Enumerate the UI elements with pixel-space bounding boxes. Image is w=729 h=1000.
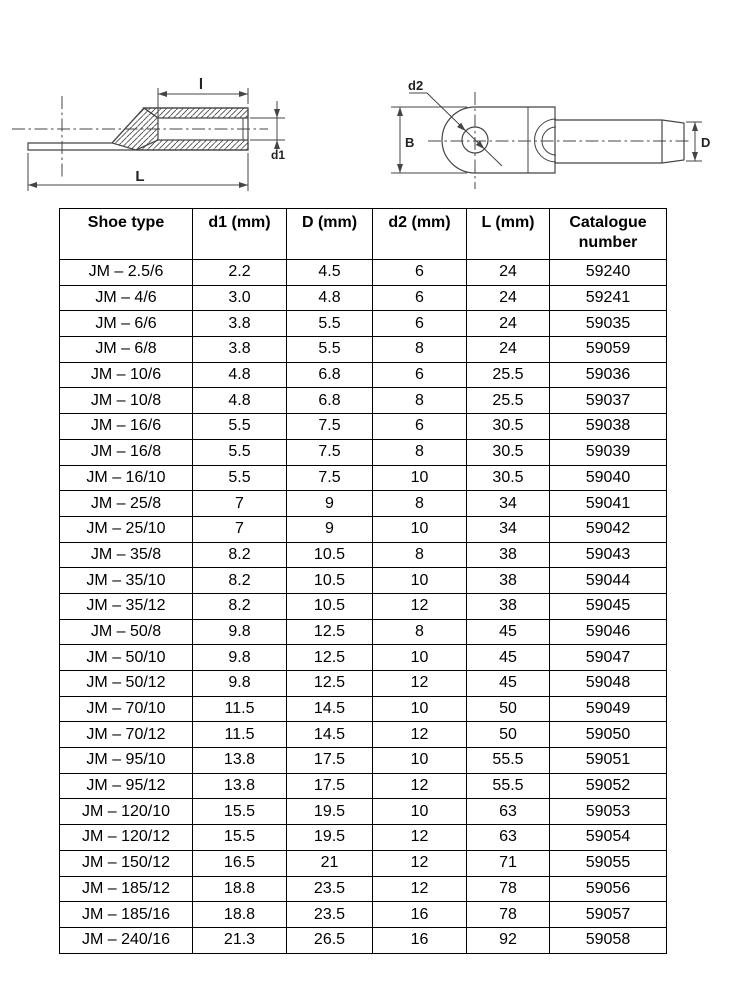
table-cell: JM – 120/12 [60, 825, 193, 851]
table-cell: 11.5 [193, 696, 287, 722]
table-cell: 9 [287, 516, 373, 542]
table-cell: JM – 70/12 [60, 722, 193, 748]
table-body [60, 260, 667, 954]
table-cell: JM – 25/10 [60, 516, 193, 542]
label-total-length: L [135, 168, 145, 185]
table-cell: 45 [467, 645, 550, 671]
table-cell: 6 [373, 362, 467, 388]
table-cell: 12 [373, 671, 467, 697]
table-cell: 59057 [550, 902, 667, 928]
table-row [60, 337, 667, 363]
table-cell: 63 [467, 825, 550, 851]
table-cell: 25.5 [467, 362, 550, 388]
table-cell: JM – 185/16 [60, 902, 193, 928]
table-cell: 59051 [550, 748, 667, 774]
table-cell: 23.5 [287, 876, 373, 902]
table-cell: 59240 [550, 260, 667, 286]
header-d2: d2 (mm) [373, 209, 467, 260]
table-cell: 14.5 [287, 696, 373, 722]
table-row [60, 696, 667, 722]
table-cell: JM – 50/8 [60, 619, 193, 645]
label-palm-width: B [405, 135, 415, 150]
table-row [60, 568, 667, 594]
table-cell: 8 [373, 388, 467, 414]
table-cell: 7 [193, 491, 287, 517]
table-cell: 59241 [550, 285, 667, 311]
table-cell: JM – 35/12 [60, 593, 193, 619]
header-row [60, 209, 667, 260]
dimensions-table [59, 208, 667, 954]
table-cell: JM – 150/12 [60, 850, 193, 876]
table-cell: 13.8 [193, 748, 287, 774]
table-cell: 12 [373, 593, 467, 619]
table-cell: 18.8 [193, 876, 287, 902]
table-cell: JM – 35/8 [60, 542, 193, 568]
table-cell: JM – 50/10 [60, 645, 193, 671]
table-cell: 59058 [550, 927, 667, 953]
table-cell: 6 [373, 414, 467, 440]
table-cell: 55.5 [467, 773, 550, 799]
barrel-top-wall-hatch [144, 108, 248, 118]
table-row [60, 362, 667, 388]
table-row [60, 260, 667, 286]
table-cell: JM – 16/8 [60, 439, 193, 465]
table-cell: 8.2 [193, 542, 287, 568]
table-cell: 6.8 [287, 362, 373, 388]
table-cell: 59041 [550, 491, 667, 517]
table-cell: 10 [373, 516, 467, 542]
table-cell: 34 [467, 516, 550, 542]
table-row [60, 825, 667, 851]
label-barrel-diameter: D [701, 135, 711, 150]
table-row [60, 645, 667, 671]
header-d1: d1 (mm) [193, 209, 287, 260]
table-cell: 78 [467, 876, 550, 902]
table-cell: 10.5 [287, 542, 373, 568]
table-cell: 24 [467, 311, 550, 337]
table-cell: 14.5 [287, 722, 373, 748]
table-cell: 71 [467, 850, 550, 876]
table-cell: 5.5 [287, 337, 373, 363]
table-cell: 63 [467, 799, 550, 825]
table-cell: 8.2 [193, 593, 287, 619]
table-cell: JM – 240/16 [60, 927, 193, 953]
table-cell: 16.5 [193, 850, 287, 876]
table-row [60, 671, 667, 697]
table-cell: 19.5 [287, 799, 373, 825]
table-cell: 8.2 [193, 568, 287, 594]
table-cell: JM – 6/6 [60, 311, 193, 337]
table-cell: JM – 50/12 [60, 671, 193, 697]
table-cell: 26.5 [287, 927, 373, 953]
table-cell: 10 [373, 799, 467, 825]
table-cell: 59059 [550, 337, 667, 363]
table-cell: 10 [373, 696, 467, 722]
table-row [60, 593, 667, 619]
table-cell: 15.5 [193, 799, 287, 825]
label-hole-diameter: d2 [408, 78, 424, 93]
table-cell: 6 [373, 260, 467, 286]
table-cell: 24 [467, 260, 550, 286]
table-cell: 59042 [550, 516, 667, 542]
table-cell: 34 [467, 491, 550, 517]
header-catalogue-number: Catalogue number [550, 209, 667, 260]
table-cell: 9.8 [193, 619, 287, 645]
table-cell: JM – 95/12 [60, 773, 193, 799]
table-row [60, 491, 667, 517]
table-cell: 2.2 [193, 260, 287, 286]
table-row [60, 850, 667, 876]
table-row [60, 516, 667, 542]
table-cell: JM – 16/6 [60, 414, 193, 440]
table-cell: JM – 185/12 [60, 876, 193, 902]
table-row [60, 542, 667, 568]
table-row [60, 799, 667, 825]
table-cell: 4.8 [193, 362, 287, 388]
table-cell: 55.5 [467, 748, 550, 774]
table-cell: 5.5 [193, 465, 287, 491]
dimension-hole-diameter [409, 93, 502, 166]
table-cell: 7.5 [287, 465, 373, 491]
table-cell: 5.5 [193, 439, 287, 465]
table-row [60, 439, 667, 465]
header-l: L (mm) [467, 209, 550, 260]
table-cell: 13.8 [193, 773, 287, 799]
table-cell: 12.5 [287, 645, 373, 671]
table-header [60, 209, 667, 260]
table-cell: 12 [373, 773, 467, 799]
table-cell: 59049 [550, 696, 667, 722]
table-cell: 59047 [550, 645, 667, 671]
table-cell: JM – 2.5/6 [60, 260, 193, 286]
table-cell: 59036 [550, 362, 667, 388]
table-row [60, 902, 667, 928]
table-cell: 59054 [550, 825, 667, 851]
table-cell: 4.8 [193, 388, 287, 414]
table-cell: 5.5 [287, 311, 373, 337]
table-cell: JM – 95/10 [60, 748, 193, 774]
table-cell: 38 [467, 568, 550, 594]
table-cell: 7.5 [287, 439, 373, 465]
table-cell: 23.5 [287, 902, 373, 928]
table-cell: 4.8 [287, 285, 373, 311]
table-cell: 24 [467, 285, 550, 311]
table-cell: 10 [373, 645, 467, 671]
table-cell: 12.5 [287, 619, 373, 645]
table-cell: 25.5 [467, 388, 550, 414]
table-row [60, 465, 667, 491]
header-d: D (mm) [287, 209, 373, 260]
table-cell: 17.5 [287, 748, 373, 774]
table-cell: JM – 120/10 [60, 799, 193, 825]
table-cell: 6 [373, 285, 467, 311]
table-cell: 15.5 [193, 825, 287, 851]
table-cell: 38 [467, 542, 550, 568]
table-cell: 24 [467, 337, 550, 363]
table-row [60, 722, 667, 748]
table-row [60, 773, 667, 799]
table-cell: 59035 [550, 311, 667, 337]
table-cell: JM – 35/10 [60, 568, 193, 594]
table-cell: 12.5 [287, 671, 373, 697]
table-cell: 59055 [550, 850, 667, 876]
table-cell: 12 [373, 876, 467, 902]
table-row [60, 388, 667, 414]
table-cell: 30.5 [467, 439, 550, 465]
table-cell: 59037 [550, 388, 667, 414]
table-cell: 6 [373, 311, 467, 337]
table-cell: 59053 [550, 799, 667, 825]
table-cell: 3.0 [193, 285, 287, 311]
table-cell: 7.5 [287, 414, 373, 440]
table-cell: 45 [467, 619, 550, 645]
table-cell: 10 [373, 465, 467, 491]
top-view-drawing [391, 78, 710, 189]
table-cell: 59056 [550, 876, 667, 902]
label-bore-length: l [198, 76, 204, 93]
table-cell: 59039 [550, 439, 667, 465]
table-row [60, 876, 667, 902]
table-cell: 12 [373, 825, 467, 851]
table-cell: 59040 [550, 465, 667, 491]
table-cell: 9.8 [193, 671, 287, 697]
dimension-palm-width [391, 107, 467, 173]
table-cell: 12 [373, 850, 467, 876]
table-row [60, 619, 667, 645]
table-cell: 9.8 [193, 645, 287, 671]
table-cell: 6.8 [287, 388, 373, 414]
table-cell: 92 [467, 927, 550, 953]
table-cell: 16 [373, 902, 467, 928]
table-cell: JM – 25/8 [60, 491, 193, 517]
table-cell: 10.5 [287, 568, 373, 594]
technical-drawings [0, 0, 729, 205]
table-cell: 21.3 [193, 927, 287, 953]
table-cell: 30.5 [467, 414, 550, 440]
table-cell: 3.8 [193, 311, 287, 337]
table-row [60, 311, 667, 337]
header-shoe-type: Shoe type [60, 209, 193, 260]
table-cell: JM – 10/6 [60, 362, 193, 388]
table-cell: 5.5 [193, 414, 287, 440]
table-row [60, 927, 667, 953]
table-cell: 17.5 [287, 773, 373, 799]
side-view-drawing [12, 76, 285, 191]
table-row [60, 414, 667, 440]
table-cell: 7 [193, 516, 287, 542]
table-cell: 59044 [550, 568, 667, 594]
table-cell: 9 [287, 491, 373, 517]
table-cell: 50 [467, 696, 550, 722]
table-cell: JM – 16/10 [60, 465, 193, 491]
table-cell: 45 [467, 671, 550, 697]
table-cell: 59038 [550, 414, 667, 440]
table-cell: 3.8 [193, 337, 287, 363]
table-cell: 12 [373, 722, 467, 748]
table-cell: 50 [467, 722, 550, 748]
table-cell: 8 [373, 542, 467, 568]
table-cell: 78 [467, 902, 550, 928]
table-cell: 30.5 [467, 465, 550, 491]
table-cell: 8 [373, 619, 467, 645]
table-cell: 16 [373, 927, 467, 953]
table-cell: 59046 [550, 619, 667, 645]
table-cell: 4.5 [287, 260, 373, 286]
table-cell: JM – 6/8 [60, 337, 193, 363]
table-cell: 59052 [550, 773, 667, 799]
table-cell: JM – 4/6 [60, 285, 193, 311]
table-cell: 21 [287, 850, 373, 876]
table-cell: 10 [373, 568, 467, 594]
table-cell: 59045 [550, 593, 667, 619]
label-inner-diameter: d1 [271, 148, 286, 162]
table-cell: 18.8 [193, 902, 287, 928]
table-cell: 11.5 [193, 722, 287, 748]
table-cell: 8 [373, 439, 467, 465]
table-cell: 10.5 [287, 593, 373, 619]
table-cell: JM – 70/10 [60, 696, 193, 722]
table-cell: 19.5 [287, 825, 373, 851]
table-cell: 59048 [550, 671, 667, 697]
table-cell: 59050 [550, 722, 667, 748]
table-cell: JM – 10/8 [60, 388, 193, 414]
table-cell: 8 [373, 491, 467, 517]
table-cell: 10 [373, 748, 467, 774]
table-cell: 59043 [550, 542, 667, 568]
table-row [60, 748, 667, 774]
table-cell: 8 [373, 337, 467, 363]
table-row [60, 285, 667, 311]
table-cell: 38 [467, 593, 550, 619]
